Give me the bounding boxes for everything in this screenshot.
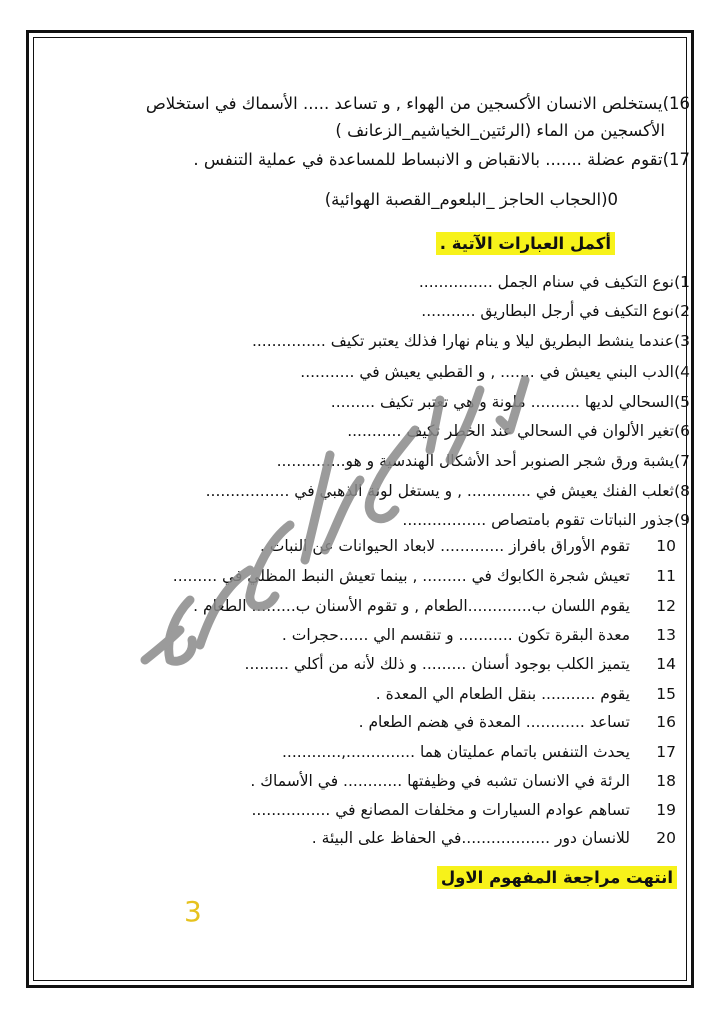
list-item [50, 508, 690, 536]
item-text: تعيش شجرة الكابوك في ......... , بينما تعيش النبط المظلي في ......... [172, 567, 630, 585]
question-text: تقوم عضلة ....... بالانقباض و الانبساط للمساعدة في عملية التنفس . [193, 150, 663, 169]
list-item [50, 798, 690, 826]
item-number: 20 [656, 829, 676, 847]
item-text: تساهم عوادم السيارات و مخلفات المصانع في ................ [251, 801, 630, 819]
item-number: 3) [674, 332, 690, 350]
question-17 [193, 148, 690, 172]
list-item [50, 769, 690, 797]
item-number: 2) [674, 302, 690, 320]
item-number: 17 [656, 743, 676, 761]
item-text: يشبة ورق شجر الصنوبر أحد الأشكال الهندسية و هو.............. [276, 452, 674, 470]
question-16-line-2: الأكسجين من الماء (الرئتين_الخياشيم_الزعانف ) [335, 121, 665, 140]
item-number: 9) [674, 511, 690, 529]
item-text: يحدث التنفس باتمام عمليتان هما ..............,............ [282, 743, 630, 761]
item-text: معدة البقرة تكون ........... و تنقسم الي ......حجرات . [281, 626, 630, 644]
item-number: 1) [674, 273, 690, 291]
list-item [50, 740, 690, 768]
item-text: عندما ينشط البطريق ليلا و ينام نهارا فذلك يعتبر تكيف ............... [251, 332, 674, 350]
list-item [50, 479, 690, 507]
list-item [50, 390, 690, 418]
footer-note-text: انتهت مراجعة المفهوم الاول [437, 866, 677, 889]
section-title [436, 232, 615, 256]
question-17-options [325, 188, 618, 212]
item-number: 11 [656, 567, 676, 585]
question-number: 17) [662, 150, 690, 169]
list-item [50, 329, 690, 357]
section-title-text: أكمل العبارات الآتية . [436, 232, 615, 255]
question-text: يستخلص الانسان الأكسجين من الهواء , و تساعد ..... الأسماك في استخلاص [145, 94, 663, 113]
page-number: 3 [184, 895, 202, 928]
question-number: 16) [662, 94, 690, 113]
list-item [50, 826, 690, 854]
list-item [50, 360, 690, 388]
item-text: نوع التكيف في أرجل البطاريق ........... [421, 302, 674, 320]
footer-note [437, 866, 677, 890]
question-16-line-1 [146, 92, 690, 116]
item-text: الرئة في الانسان تشبه في وظيفتها ............ في الأسماك . [250, 772, 630, 790]
item-number: 18 [656, 772, 676, 790]
list-item [50, 299, 690, 327]
item-number: 15 [656, 685, 676, 703]
item-text: ثعلب الفنك يعيش في ............. , و يستغل لونة الذهبي في ................. [205, 482, 674, 500]
item-text: يقوم اللسان ب.............الطعام , و تقوم الأسنان ب......... الطعام . [193, 597, 630, 615]
list-item [50, 419, 690, 447]
list-item [50, 534, 690, 562]
item-number: 6) [674, 422, 690, 440]
item-number: 19 [656, 801, 676, 819]
item-number: 10 [656, 537, 676, 555]
options-text: الحجاب الحاجز _البلعوم_القصبة الهوائية) [324, 190, 602, 209]
item-number: 4) [674, 363, 690, 381]
item-text: نوع التكيف في سنام الجمل ............... [418, 273, 674, 291]
item-number: 7) [674, 452, 690, 470]
item-text: السحالي لديها .......... ملونة و هي تعتبر تكيف ......... [330, 393, 674, 411]
options-open: 0( [601, 190, 618, 209]
item-text: للانسان دور ..................في الحفاظ على البيئة . [311, 829, 630, 847]
item-text: الدب البني يعيش في ....... , و القطبي يعيش في ........... [300, 363, 674, 381]
item-number: 12 [656, 597, 676, 615]
item-number: 16 [656, 713, 676, 731]
item-text: يتميز الكلب بوجود أسنان ......... و ذلك لأنه من أكلي ......... [244, 655, 630, 673]
item-text: جذور النباتات تقوم بامتصاص ................. [402, 511, 674, 529]
list-item [50, 564, 690, 592]
list-item [50, 710, 690, 738]
item-number: 14 [656, 655, 676, 673]
item-number: 13 [656, 626, 676, 644]
item-text: تساعد ............ المعدة في هضم الطعام . [358, 713, 630, 731]
list-item [50, 682, 690, 710]
list-item [50, 270, 690, 298]
item-text: تغير الألوان في السحالي عند الخطر تكيف ........... [347, 422, 674, 440]
list-item [50, 623, 690, 651]
item-text: تقوم الأوراق بافراز ............. لابعاد الحيوانات عن النبات . [259, 537, 630, 555]
list-item [50, 449, 690, 477]
list-item [50, 594, 690, 622]
list-item [50, 652, 690, 680]
item-number: 8) [674, 482, 690, 500]
item-text: يقوم ........... بنقل الطعام الي المعدة . [375, 685, 630, 703]
item-number: 5) [674, 393, 690, 411]
